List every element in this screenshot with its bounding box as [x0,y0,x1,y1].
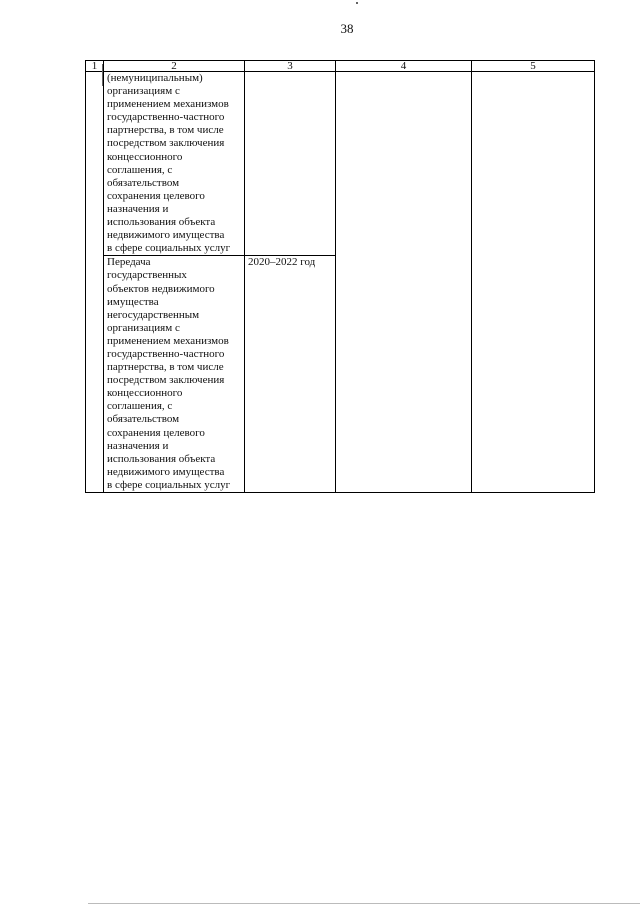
scan-speck [356,2,358,4]
measure-cell [104,72,245,256]
program-table [85,60,595,493]
scan-mark [102,64,103,86]
header-cell-4: 4 [336,61,472,72]
header-cell-5: 5 [472,61,595,72]
page-edge-line [88,903,640,904]
table-header-row [86,61,595,72]
period-cell [245,256,336,493]
measure-text: Передача государственных объектов недвижимого имущества негосударственным организациям с применением механизмов государственно-частного партнерства, в том числе посредством заключения концессионного соглашения, с обязательством сохранения целевого назначения и использования объекта недвижимого имущества в сфере социальных услуг [107,256,231,491]
header-cell-1: 1 [86,61,104,72]
measure-cell [104,256,245,493]
row-number-cell [86,72,104,493]
period-text: 2020–2022 год [248,256,316,269]
col5-cell [472,72,595,493]
header-cell-2: 2 [104,61,245,72]
measure-text: (немуниципальным) организациям с применением механизмов государственно-частного партнерства, в том числе посредством заключения концессионного соглашения, с обязательством сохранения целевого назначения и использования объекта недвижимого имущества в сфере социальных услуг [107,72,231,255]
table-row [86,72,595,256]
col4-cell [336,72,472,493]
page-number: 38 [340,21,354,36]
period-cell [245,72,336,256]
header-cell-3: 3 [245,61,336,72]
